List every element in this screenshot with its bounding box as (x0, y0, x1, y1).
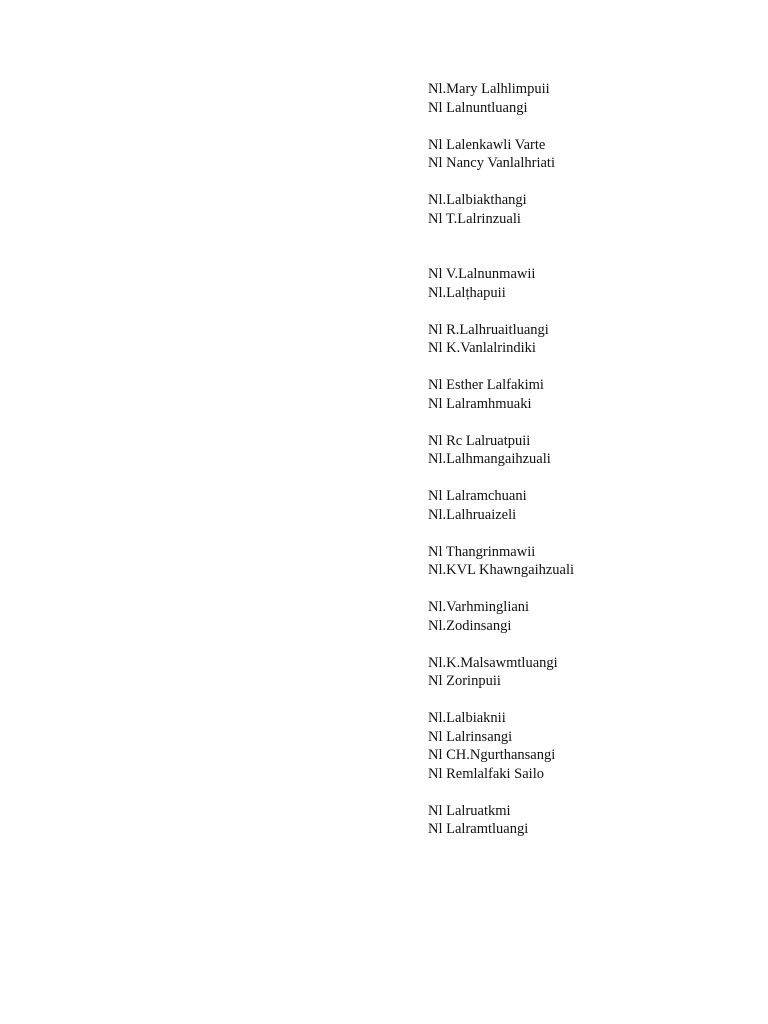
name-entry: Nl Lalramtluangi (428, 821, 529, 837)
name-group (428, 376, 728, 413)
name-entry: Nl Nancy Vanlalhriati (428, 155, 555, 171)
name-group (428, 265, 728, 302)
name-entry: Nl.Lalbiakthangi (428, 192, 527, 208)
name-entry: Nl T.Lalrinzuali (428, 210, 521, 227)
name-entry: Nl.Lalbiaknii (428, 710, 506, 726)
name-entry: Nl Remlalfaki Sailo (428, 765, 544, 782)
name-entry: Nl Rc Lalruatpuii (428, 432, 531, 449)
name-entry: Nl K.Vanlalrindiki (428, 340, 536, 356)
name-entry: Nl.Zodinsangi (428, 617, 512, 634)
name-group (428, 802, 728, 839)
name-entry: Nl.Lalhmangaihzuali (428, 451, 551, 467)
name-group (428, 80, 728, 117)
name-group (428, 191, 728, 228)
name-group (428, 321, 728, 358)
name-entry: Nl.Mary Lalhlimpuii (428, 81, 550, 97)
name-entry: Nl Zorinpuii (428, 673, 501, 689)
name-entry: Nl.Lalhruaizeli (428, 506, 517, 523)
name-group (428, 709, 728, 783)
name-entry: Nl Lalenkawli Varte (428, 136, 546, 153)
name-entry: Nl.Varhmingliani (428, 599, 530, 615)
name-group (428, 432, 728, 469)
name-entry: Nl.KVL Khawngaihzuali (428, 562, 575, 578)
name-entry: Nl R.Lalhruaitluangi (428, 321, 549, 338)
name-entry: Nl Lalramhmuaki (428, 395, 532, 412)
name-entry: Nl V.Lalnunmawii (428, 266, 536, 282)
name-entry: Nl Lalruatkmi (428, 802, 511, 819)
name-group (428, 136, 728, 173)
name-entry: Nl Lalramchuani (428, 488, 527, 504)
name-group (428, 598, 728, 635)
name-entry: Nl Lalrinsangi (428, 728, 513, 745)
name-group (428, 543, 728, 580)
name-list (428, 80, 728, 857)
name-entry: Nl.Lalṭhapuii (428, 284, 506, 301)
name-entry: Nl CH.Ngurthansangi (428, 747, 556, 763)
name-group (428, 654, 728, 691)
name-group (428, 487, 728, 524)
name-entry: Nl.K.Malsawmtluangi (428, 654, 558, 671)
name-entry: Nl Thangrinmawii (428, 543, 536, 560)
name-entry: Nl Esther Lalfakimi (428, 377, 544, 393)
name-entry: Nl Lalnuntluangi (428, 99, 528, 116)
